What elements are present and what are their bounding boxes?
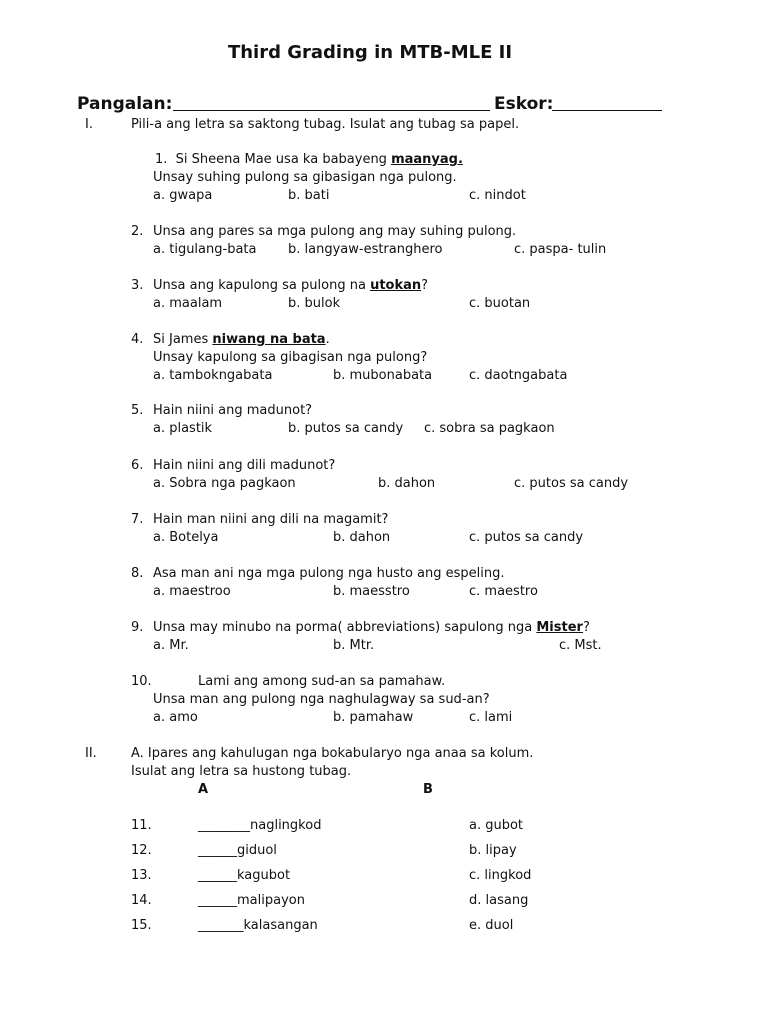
question-2-text: Unsa ang pares sa mga pulong ang may suhing pulong. — [153, 224, 517, 239]
item-number: 12. — [131, 843, 152, 858]
question-7-number: 7. — [131, 512, 144, 527]
choice-c: c. paspa- tulin — [514, 242, 607, 257]
emphasized-phrase: niwang na bata — [212, 332, 326, 347]
choice-a: a. amo — [153, 710, 198, 725]
choice-c: c. putos sa candy — [514, 476, 629, 491]
question-text: Unsa may minubo na porma( abbreviations) sapulong nga — [153, 620, 537, 635]
answer-blank: ______ — [198, 893, 237, 908]
question-text: Si James — [153, 332, 213, 347]
matching-item-14 — [198, 893, 305, 909]
question-3-text — [153, 278, 428, 294]
question-4-number: 4. — [131, 332, 144, 347]
part1-numeral: I. — [85, 117, 93, 132]
answer-option: a. gubot — [469, 818, 524, 833]
part2-instruction-2: Isulat ang letra sa hustong tubag. — [131, 764, 352, 779]
answer-blank: ________ — [198, 818, 250, 833]
vocabulary-word: malipayon — [237, 893, 305, 908]
choice-b: b. maesstro — [333, 584, 410, 599]
choice-b: b. Mtr. — [333, 638, 375, 653]
choice-c: c. Mst. — [559, 638, 602, 653]
matching-item-13 — [198, 868, 290, 884]
question-6-text: Hain niini ang dili madunot? — [153, 458, 336, 473]
question-9-number: 9. — [131, 620, 144, 635]
period: . — [325, 332, 330, 347]
item-number: 13. — [131, 868, 152, 883]
score-label: Eskor: — [494, 94, 554, 114]
matching-item-11 — [198, 818, 321, 834]
choice-b: b. langyaw-estranghero — [288, 242, 443, 257]
vocabulary-word: naglingkod — [250, 818, 322, 833]
question-5-number: 5. — [131, 403, 144, 418]
answer-option: b. lipay — [469, 843, 517, 858]
emphasized-word: Mister — [536, 620, 583, 635]
question-mark: ? — [582, 620, 590, 635]
choice-c: c. daotngabata — [469, 368, 568, 383]
choice-a: a. gwapa — [153, 188, 213, 203]
question-10-line-2: Unsa man ang pulong nga naghulagway sa sud-an? — [153, 692, 490, 707]
choice-c: c. lami — [469, 710, 513, 725]
choice-a: a. plastik — [153, 421, 213, 436]
choice-c: c. putos sa candy — [469, 530, 584, 545]
choice-b: b. putos sa candy — [288, 421, 404, 436]
question-8-text: Asa man ani nga mga pulong nga husto ang espeling. — [153, 566, 505, 581]
name-label: Pangalan: — [77, 94, 173, 114]
choice-b: b. dahon — [333, 530, 391, 545]
choice-a: a. Botelya — [153, 530, 219, 545]
choice-a: a. Sobra nga pagkaon — [153, 476, 296, 491]
question-mark: ? — [421, 278, 429, 293]
question-4-line-2: Unsay kapulong sa gibagisan nga pulong? — [153, 350, 428, 365]
item-number: 11. — [131, 818, 152, 833]
choice-b: b. bulok — [288, 296, 341, 311]
choice-c: c. maestro — [469, 584, 538, 599]
part1-instruction: Pili-a ang letra sa saktong tubag. Isulat ang tubag sa papel. — [131, 117, 520, 132]
answer-option: c. lingkod — [469, 868, 532, 883]
vocabulary-word: kagubot — [237, 868, 291, 883]
question-10-number: 10. — [131, 674, 152, 689]
question-5-text: Hain niini ang madunot? — [153, 403, 313, 418]
choice-b: b. dahon — [378, 476, 436, 491]
answer-option: d. lasang — [469, 893, 529, 908]
question-3-number: 3. — [131, 278, 144, 293]
answer-blank: _______ — [198, 918, 244, 933]
choice-a: a. tigulang-bata — [153, 242, 257, 257]
name-blank-line — [173, 110, 490, 111]
answer-blank: ______ — [198, 843, 237, 858]
question-1 — [155, 152, 463, 168]
choice-a: a. maalam — [153, 296, 223, 311]
emphasized-word: maanyag. — [391, 152, 463, 167]
question-7-text: Hain man niini ang dili na magamit? — [153, 512, 389, 527]
question-text: Si Sheena Mae usa ka babayeng — [175, 152, 392, 167]
item-number: 14. — [131, 893, 152, 908]
choice-b: b. pamahaw — [333, 710, 414, 725]
choice-a: a. Mr. — [153, 638, 189, 653]
matching-item-12 — [198, 843, 277, 859]
part2-numeral: II. — [85, 746, 97, 761]
part2-instruction-1: A. Ipares ang kahulugan nga bokabularyo nga anaa sa kolum. — [131, 746, 534, 761]
choice-b: b. mubonabata — [333, 368, 433, 383]
question-number: 1. — [155, 152, 168, 167]
question-1-line-2: Unsay suhing pulong sa gibasigan nga pulong. — [153, 170, 457, 185]
choice-a: a. maestroo — [153, 584, 231, 599]
question-text: Unsa ang kapulong sa pulong na — [153, 278, 371, 293]
question-2-number: 2. — [131, 224, 144, 239]
vocabulary-word: kalasangan — [243, 918, 318, 933]
choice-a: a. tambokngabata — [153, 368, 273, 383]
emphasized-word: utokan — [370, 278, 422, 293]
matching-item-15 — [198, 918, 318, 934]
choice-c: c. buotan — [469, 296, 531, 311]
question-6-number: 6. — [131, 458, 144, 473]
answer-option: e. duol — [469, 918, 514, 933]
page-title: Third Grading in MTB-MLE II — [227, 42, 513, 63]
vocabulary-word: giduol — [237, 843, 277, 858]
choice-b: b. bati — [288, 188, 330, 203]
score-blank-line — [552, 110, 662, 111]
column-b-heading: B — [423, 782, 433, 797]
item-number: 15. — [131, 918, 152, 933]
column-a-heading: A — [198, 782, 209, 797]
question-8-number: 8. — [131, 566, 144, 581]
choice-c: c. nindot — [469, 188, 526, 203]
question-10-text: Lami ang among sud-an sa pamahaw. — [198, 674, 446, 689]
answer-blank: ______ — [198, 868, 237, 883]
choice-c: c. sobra sa pagkaon — [424, 421, 555, 436]
question-9-text — [153, 620, 590, 636]
question-4-text — [153, 332, 330, 348]
